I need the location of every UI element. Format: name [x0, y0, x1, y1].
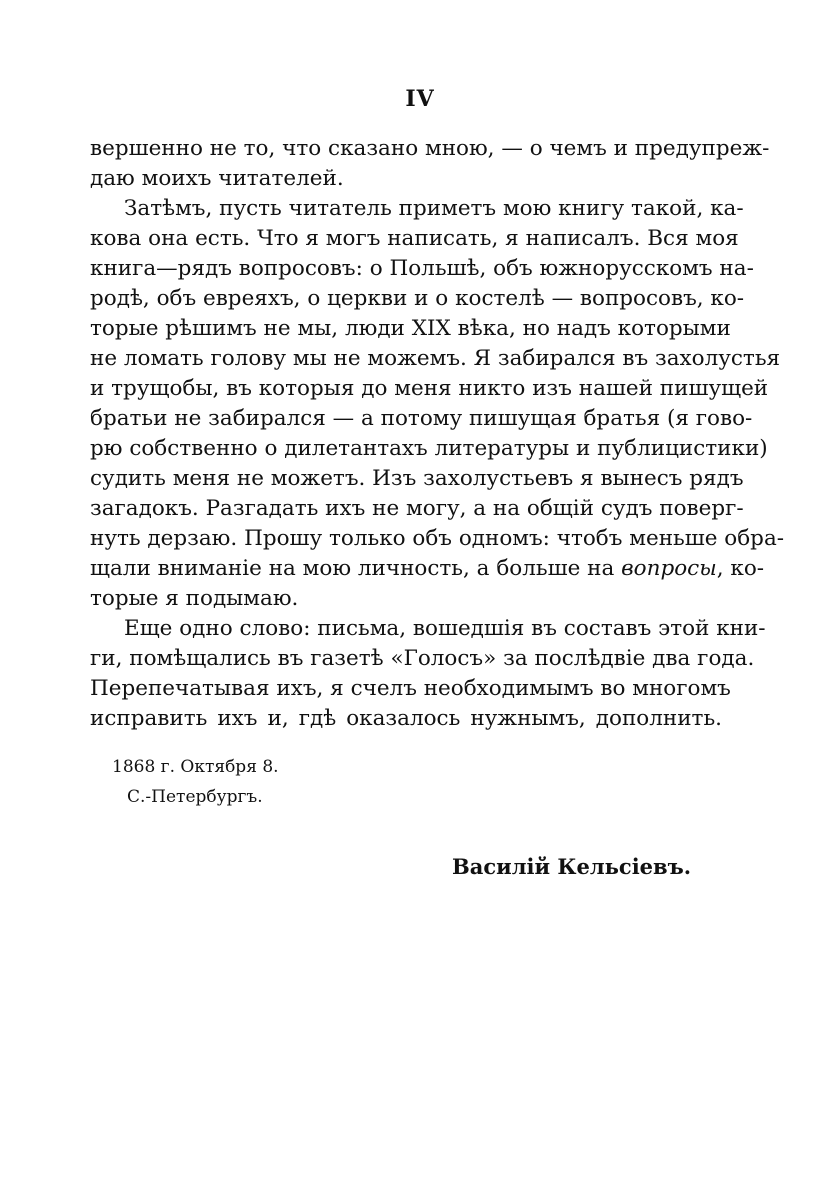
italic-word: вопросы	[621, 556, 717, 581]
text-line: не ломать голову мы не можемъ. Я забирался въ захолустья	[90, 346, 781, 371]
text-line: Еще одно слово: письма, вошедшія въ составъ этой кни-	[124, 616, 766, 641]
text-line: Перепечатывая ихъ, я счелъ необходимымъ во многомъ	[90, 676, 731, 701]
author-signature: Василій Кельсіевъ.	[452, 854, 692, 879]
text-line: судить меня не можетъ. Изъ захолустьевъ я вынесъ рядъ	[90, 466, 744, 491]
text-line: загадокъ. Разгадать ихъ не могу, а на общій судъ поверг-	[90, 496, 744, 521]
text-segment: щали вниманіе на мою личность, а больше на	[90, 556, 615, 581]
text-line: Затѣмъ, пусть читатель приметъ мою книгу такой, ка-	[124, 196, 744, 221]
text-line: рю собственно о дилетантахъ литературы и публицистики)	[90, 436, 768, 461]
text-line: родѣ, объ евреяхъ, о церкви и о костелѣ — вопросовъ, ко-	[90, 286, 745, 311]
text-line-with-italic	[90, 554, 765, 584]
text-line: книга—рядъ вопросовъ: о Польшѣ, объ южнорусскомъ на-	[90, 256, 754, 281]
text-line: и трущобы, въ которыя до меня никто изъ нашей пишущей	[90, 376, 769, 401]
text-line: торые я подымаю.	[90, 586, 299, 611]
page-number: IV	[405, 86, 435, 112]
text-line: братьи не забирался — а потому пишущая братья (я гово-	[90, 406, 753, 431]
date-line: 1868 г. Октября 8.	[112, 757, 279, 777]
text-line: нуть дерзаю. Прошу только объ одномъ: чтобъ меньше обра-	[90, 526, 785, 551]
text-line: торые рѣшимъ не мы, люди XIX вѣка, но надъ которыми	[90, 316, 731, 341]
text-line: ги, помѣщались въ газетѣ «Голосъ» за послѣдвіе два года.	[90, 646, 755, 671]
place-line: С.-Петербургъ.	[127, 787, 263, 807]
text-line: даю моихъ читателей.	[90, 166, 344, 191]
text-line: кова она есть. Что я могъ написать, я написалъ. Вся моя	[90, 226, 739, 251]
text-line: исправить ихъ и, гдѣ оказалось нужнымъ, дополнить.	[90, 706, 722, 731]
text-segment: , ко-	[716, 556, 765, 581]
text-line: вершенно не то, что сказано мною, — о чемъ и предупреж-	[90, 136, 770, 161]
